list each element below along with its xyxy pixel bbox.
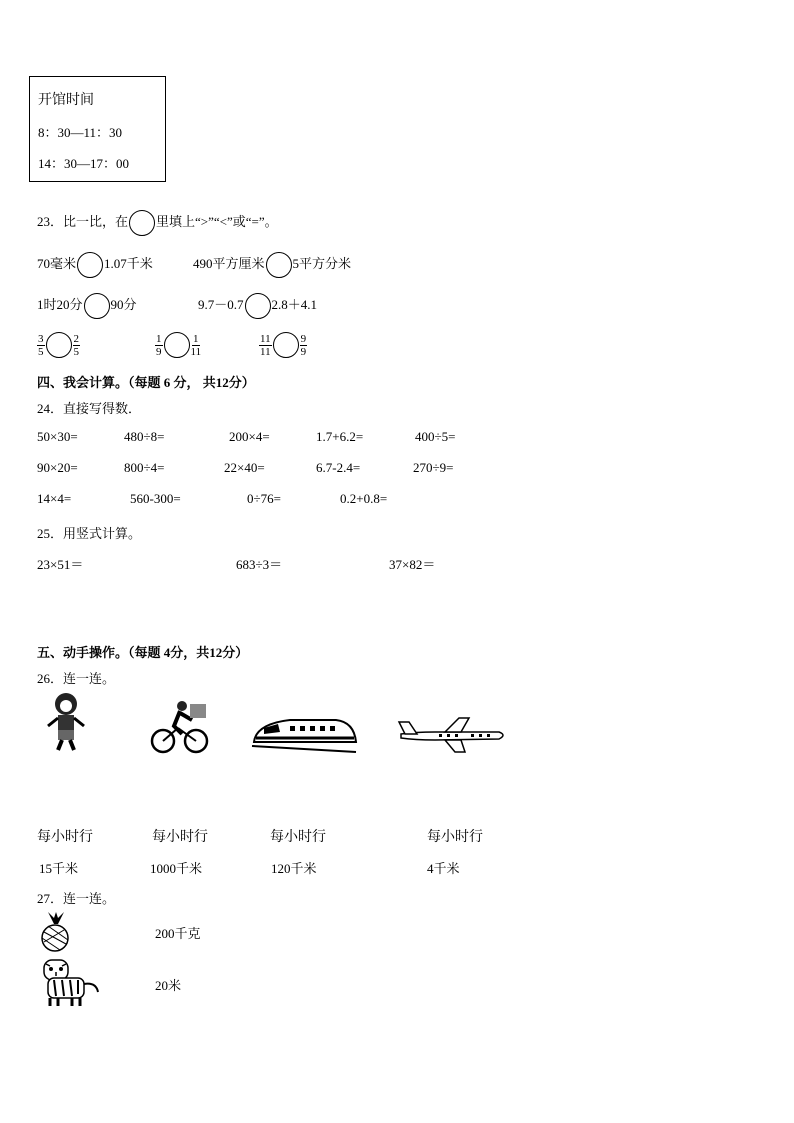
compare-circle[interactable] [77,252,103,278]
walking-child-icon [44,690,88,752]
compare-left: 490平方厘米 [193,255,265,271]
fraction: $\frac{1}{9}$ [156,332,162,358]
speed-value: 4千米 [427,861,460,876]
calc-item: 90×20= [37,460,78,475]
calc-item: 270÷9= [413,460,454,475]
compare-circle [129,210,155,236]
calc-item: 6.7-2.4= [316,460,361,475]
calc-item: 400÷5= [415,429,456,444]
length-option: 20米 [155,978,182,993]
calc-item: 14×4= [37,491,72,506]
section4-heading: 四、我会计算。（每题 6 分， 共12分） [37,375,255,390]
compare-right: 90分 [110,296,137,312]
q25-title: 25．用竖式计算。 [37,526,142,541]
speed-label: 每小时行 [270,830,326,845]
pineapple-icon [38,912,72,952]
speed-label: 每小时行 [37,830,93,845]
compare-left: 70毫米 [37,255,77,271]
compare-circle[interactable] [46,332,72,358]
speed-label: 每小时行 [427,830,483,845]
calc-item: 800÷4= [124,460,165,475]
q26-title: 26．连一连。 [37,671,116,686]
compare-circle[interactable] [164,332,190,358]
calc-item: 22×40= [224,460,265,475]
q27-title: 27．连一连。 [37,891,116,906]
q23-suffix: 里填上“>”“<”或“=”。 [156,213,278,229]
q23-row3-a [37,332,80,358]
opening-hours-afternoon: 14：30—17：00 [38,156,130,171]
fraction: $\frac{1}{11}$ [190,332,202,358]
q23-row3-c [259,332,307,358]
vertical-calc-item: 37×82＝ [389,557,436,572]
compare-right: 1.07千米 [104,255,153,271]
calc-item: 0.2+0.8= [340,491,388,506]
calc-item: 0÷76= [247,491,281,506]
q23-prefix: 23．比一比，在 [37,213,129,229]
calc-item: 1.7+6.2= [316,429,364,444]
fraction: $\frac{9}{9}$ [300,332,307,358]
cyclist-icon [150,698,210,756]
opening-hours-title: 开馆时间 [38,91,94,107]
q24-title: 24．直接写得数． [37,401,142,416]
compare-left: 1时20分 [37,296,83,312]
speed-value: 15千米 [39,861,79,876]
q23-row1-a [37,252,153,278]
calc-item: 480÷8= [124,429,165,444]
compare-circle[interactable] [245,293,271,319]
section5-heading: 五、动手操作。（每题 4分，共12分） [37,645,249,660]
compare-left: 9.7－0.7 [198,296,244,312]
q23-prompt [37,210,278,236]
compare-right: 2.8＋4.1 [271,296,318,312]
opening-hours-morning: 8：30—11：30 [38,125,123,140]
vertical-calc-item: 23×51＝ [37,557,84,572]
train-icon [250,712,358,754]
speed-value: 120千米 [271,861,317,876]
q23-row3-b [155,332,201,358]
opening-hours-box [29,76,166,182]
compare-circle[interactable] [273,332,299,358]
calc-item: 50×30= [37,429,78,444]
q23-row2-a [37,293,137,319]
q23-row1-b [193,252,351,278]
speed-label: 每小时行 [152,830,208,845]
q23-row2-b [198,293,317,319]
calc-item: 200×4= [229,429,270,444]
fraction: $\frac{2}{5}$ [73,332,79,358]
vertical-calc-item: 683÷3＝ [236,557,283,572]
weight-option: 200千克 [155,926,201,941]
speed-value: 1000千米 [150,861,203,876]
compare-circle[interactable] [266,252,292,278]
compare-right: 5平方分米 [292,255,352,271]
calc-item: 560-300= [130,491,181,506]
tiger-icon [38,958,102,1008]
airplane-icon [395,714,509,756]
fraction: $\frac{3}{5}$ [38,332,44,358]
compare-circle[interactable] [84,293,110,319]
fraction: $\frac{11}{11}$ [260,332,271,358]
